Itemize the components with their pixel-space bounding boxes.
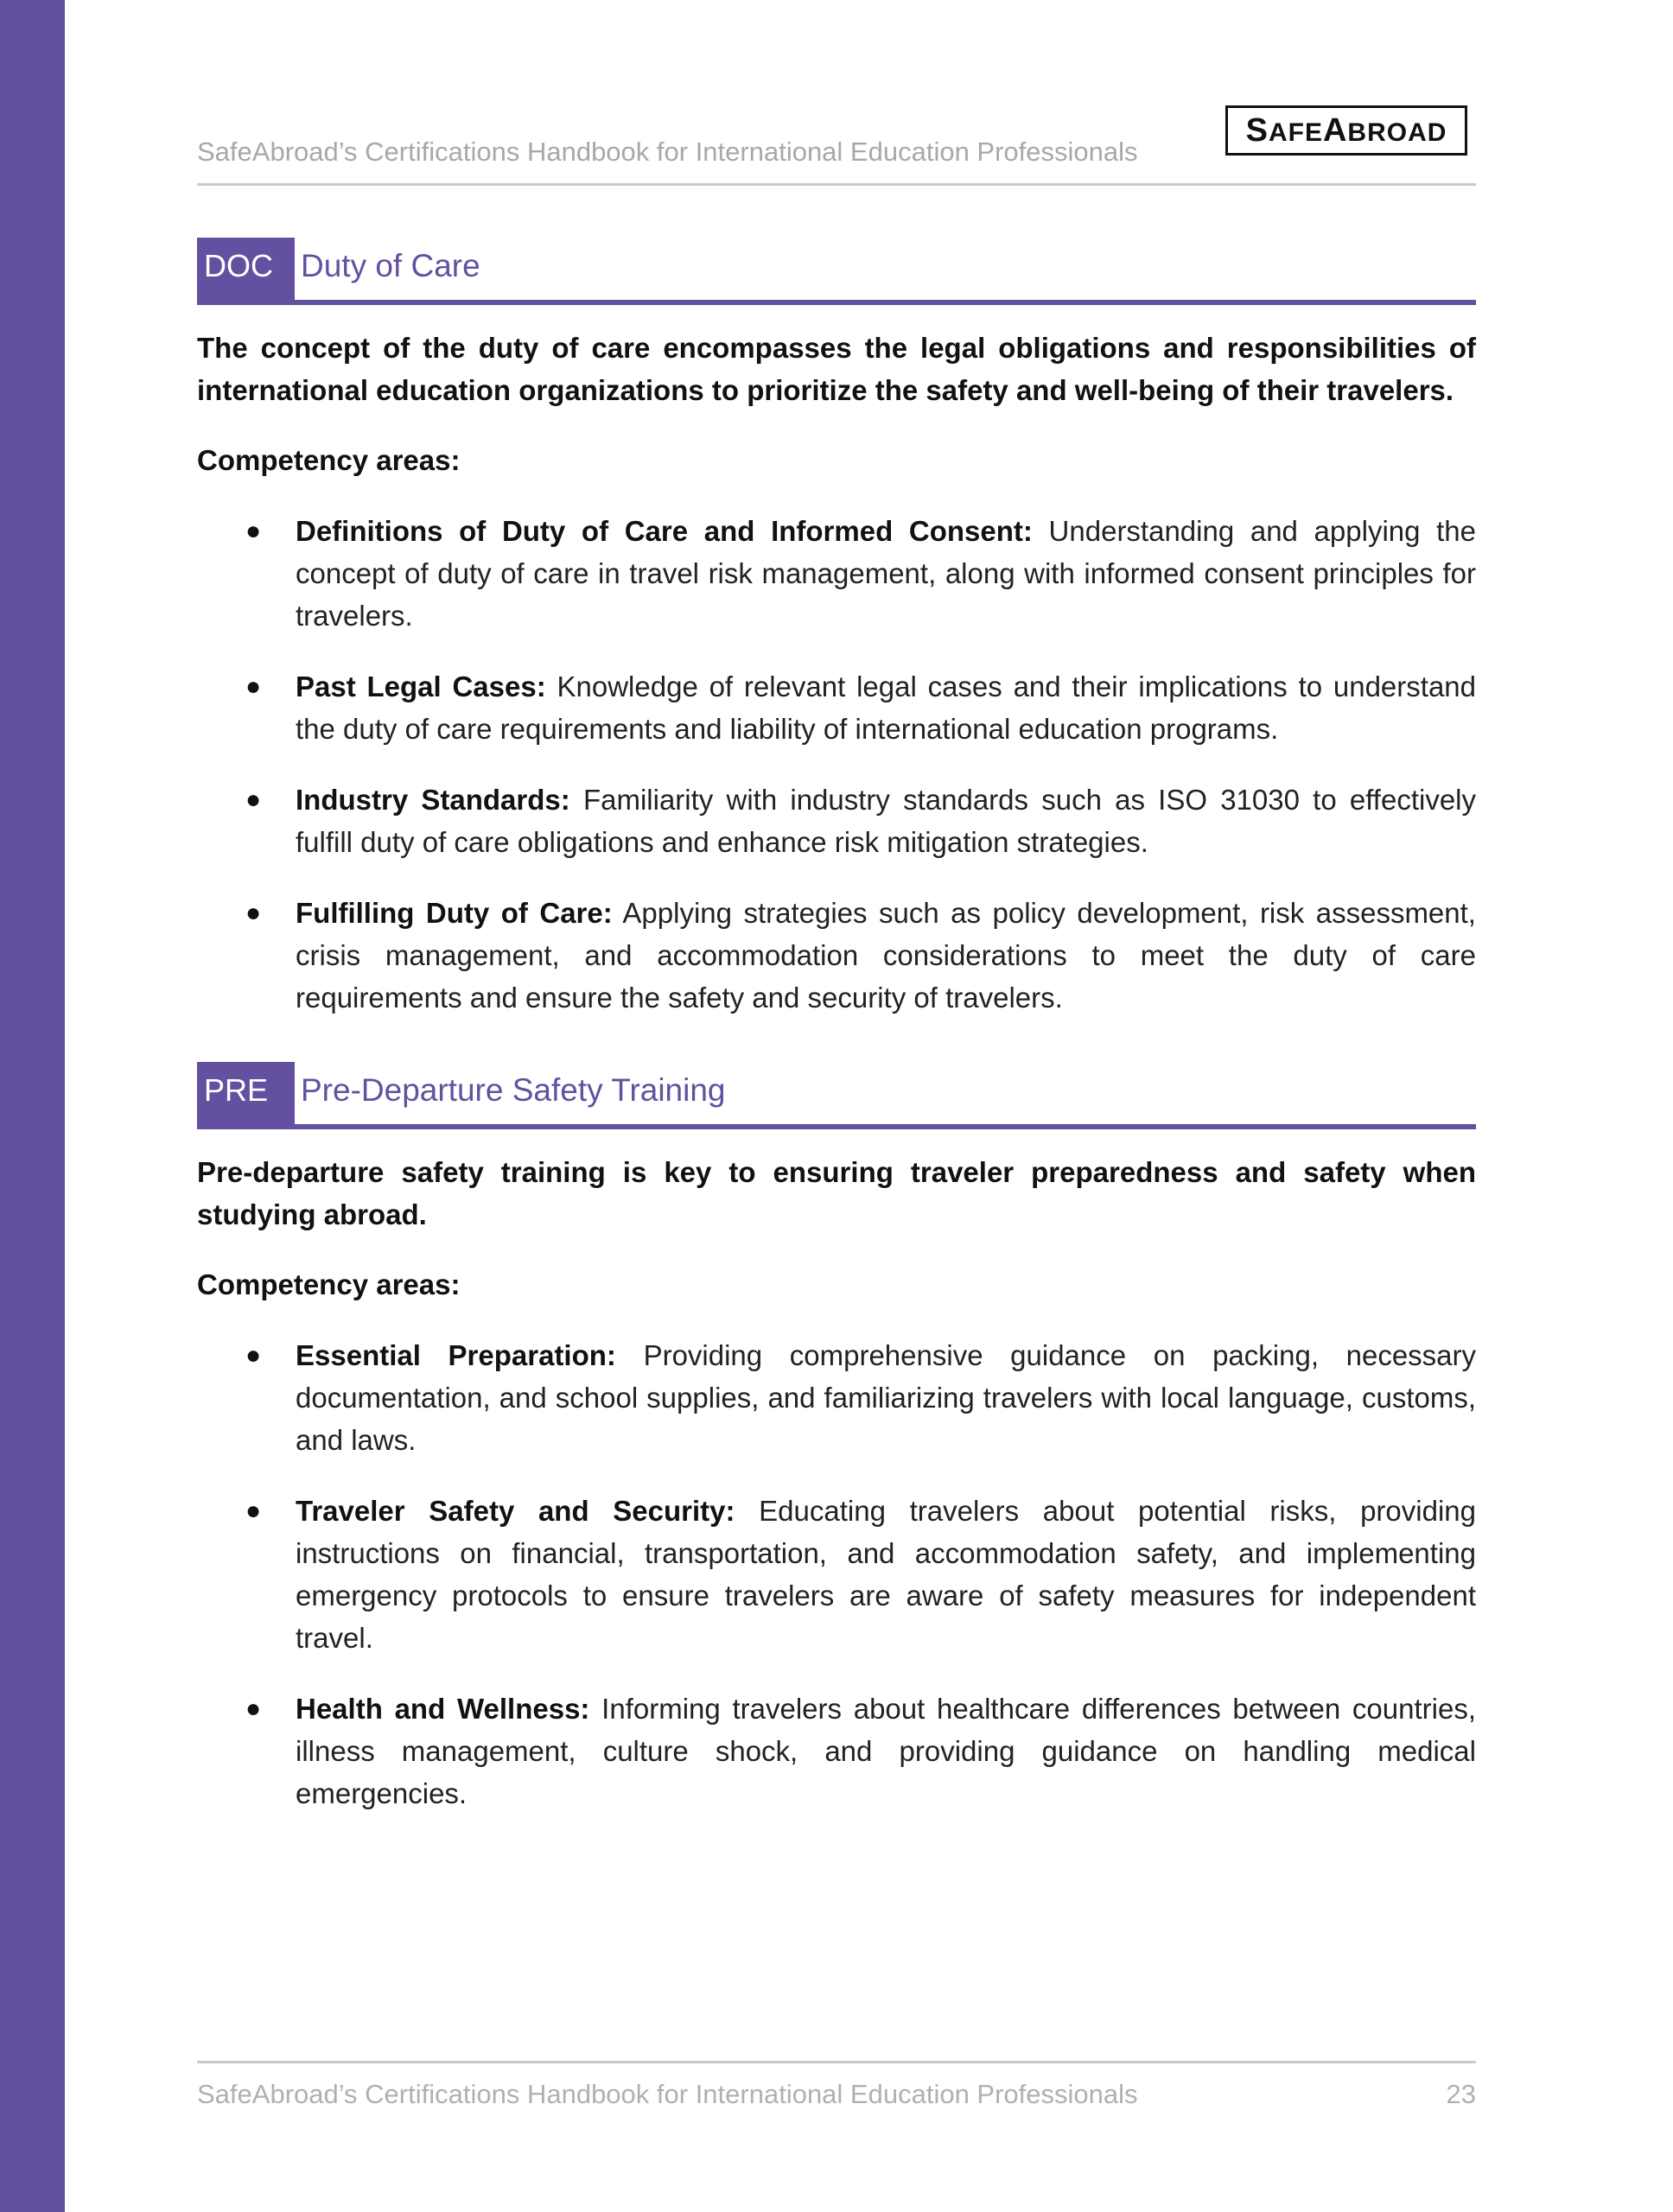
item-title: Fulfilling Duty of Care: bbox=[296, 897, 613, 929]
bullet-icon: ● bbox=[245, 517, 262, 545]
item-text: Educating travelers about potential risks, providing instructions on financial, transportation, and accommodation safety, and implementing emergency protocols to ensure travelers are aware of safety measures for independent travel. bbox=[296, 1495, 1476, 1654]
section-header-pre-departure bbox=[197, 1062, 1476, 1129]
page-footer bbox=[197, 2061, 1476, 2109]
item-text: Providing comprehensive guidance on packing, necessary documentation, and school supplies, and familiarizing travelers with local language, customs, and laws. bbox=[296, 1339, 1477, 1456]
item-text: Informing travelers about healthcare differences between countries, illness management, culture shock, and providing guidance on handling medical emergencies. bbox=[296, 1693, 1476, 1809]
item-title: Definitions of Duty of Care and Informed Consent: bbox=[296, 515, 1033, 547]
item-title: Health and Wellness: bbox=[296, 1693, 590, 1725]
section-title: Duty of Care bbox=[301, 248, 480, 283]
bullet-icon: ● bbox=[245, 785, 262, 814]
item-title: Essential Preparation: bbox=[296, 1339, 616, 1371]
section-title: Pre-Departure Safety Training bbox=[301, 1072, 726, 1108]
list-item bbox=[197, 779, 1476, 863]
bullet-icon: ● bbox=[245, 1694, 262, 1723]
page-header bbox=[197, 102, 1476, 186]
list-item bbox=[197, 1688, 1476, 1815]
item-title: Past Legal Cases: bbox=[296, 671, 546, 702]
list-item bbox=[197, 1334, 1476, 1461]
bullet-icon: ● bbox=[245, 1341, 262, 1370]
section-tag: PRE bbox=[197, 1062, 295, 1124]
competency-label: Competency areas: bbox=[197, 1268, 461, 1300]
bullet-icon: ● bbox=[245, 1497, 262, 1525]
footer-title: SafeAbroad’s Certifications Handbook for International Education Professionals bbox=[197, 2079, 1138, 2109]
list-item bbox=[197, 892, 1476, 1019]
item-text: Applying strategies such as policy development, risk assessment, crisis management, and accommodation considerations to meet the duty of care requirements and ensure the safety and security of travelers. bbox=[296, 897, 1476, 1014]
bullet-icon: ● bbox=[245, 899, 262, 927]
section-header-duty-of-care bbox=[197, 238, 1476, 305]
page-number: 23 bbox=[1446, 2079, 1476, 2109]
item-title: Traveler Safety and Security: bbox=[296, 1495, 735, 1527]
item-text: Knowledge of relevant legal cases and their implications to understand the duty of care requirements and liability of international education programs. bbox=[296, 671, 1477, 745]
competency-label: Competency areas: bbox=[197, 444, 461, 476]
list-item bbox=[197, 665, 1476, 750]
section-tag: DOC bbox=[197, 238, 295, 300]
item-text: Familiarity with industry standards such as ISO 31030 to effectively fulfill duty of care obligations and enhance risk mitigation strategies. bbox=[296, 784, 1477, 858]
section-intro: Pre-departure safety training is key to ensuring traveler preparedness and safety when studying abroad. bbox=[197, 1156, 1476, 1230]
item-text: Understanding and applying the concept of duty of care in travel risk management, along with informed consent principles for travelers. bbox=[296, 515, 1477, 632]
section-intro: The concept of the duty of care encompasses the legal obligations and responsibilities of international education organizations to prioritize the safety and well-being of their travelers. bbox=[197, 332, 1476, 406]
item-title: Industry Standards: bbox=[296, 784, 570, 816]
header-title: SafeAbroad’s Certifications Handbook for International Education Professionals bbox=[197, 137, 1138, 167]
list-item bbox=[197, 510, 1476, 637]
list-item bbox=[197, 1490, 1476, 1659]
safeabroad-logo: SAFEABROAD bbox=[1225, 105, 1467, 156]
competency-list bbox=[197, 510, 1476, 1047]
competency-list bbox=[197, 1334, 1476, 1843]
bullet-icon: ● bbox=[245, 672, 262, 701]
left-accent-bar bbox=[0, 0, 65, 2212]
